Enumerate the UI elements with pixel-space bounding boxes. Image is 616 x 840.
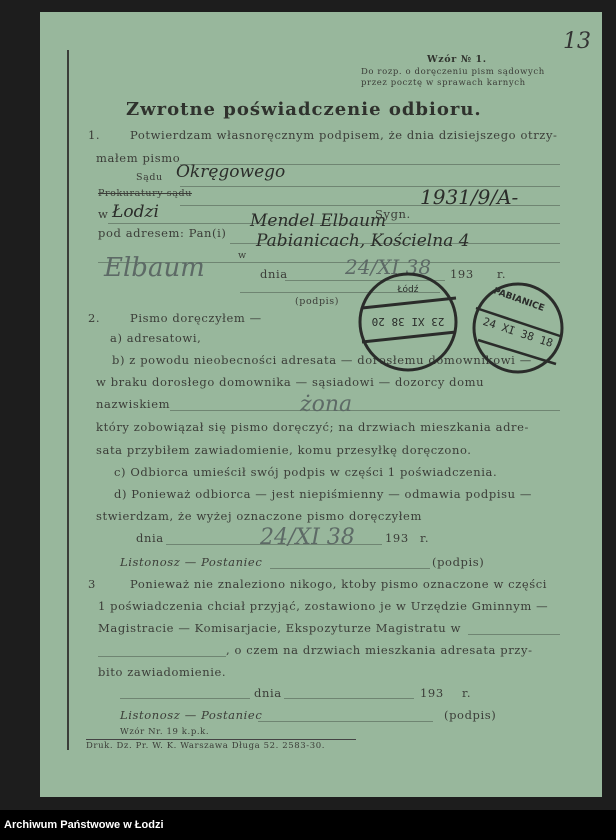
stamp2-date: 24 XI 38 18	[481, 315, 555, 350]
handwritten-court: Okręgowego	[176, 162, 286, 182]
s3-line2: 1 poświadczenia chciał przyjąć, zostawiono je w Urzędzie Gminnym —	[98, 599, 549, 613]
margin-rule	[67, 50, 69, 750]
s2-dnia: dnia	[136, 531, 164, 545]
form-note-2: przez pocztę w sprawach karnych	[361, 78, 526, 88]
stamp2-city: PABIANICE	[491, 286, 546, 314]
s2-b: b) z powodu nieobecności adresata — dorosłemu domownikowi —	[112, 353, 532, 367]
s2-stwierdzam: stwierdzam, że wyżej oznaczone pismo doręczyłem	[96, 509, 422, 523]
s2-listonosz: Listonosz — Postaniec	[120, 555, 263, 569]
s2-nazwiskiem: nazwiskiem	[96, 397, 171, 411]
s2-a: a) adresatowi,	[110, 331, 202, 345]
section-2-number: 2.	[88, 311, 101, 325]
s3-line3: Magistracie — Komisarjacie, Ekspozyturze Magistratu w	[98, 621, 462, 635]
handwritten-city: Łodzi	[112, 202, 159, 222]
stamp1-date: 23 XI 38 20	[371, 315, 445, 328]
s1-prokuratury: Prokuratury sądu	[98, 188, 192, 199]
handwritten-address: Pabianicach, Kościelna 4	[256, 231, 470, 251]
handwritten-name: Mendel Elbaum	[250, 211, 387, 231]
s2-d: d) Ponieważ odbiorca — jest niepiśmienny — odmawia podpisu —	[114, 487, 532, 501]
handwritten-date: 24/XI 38	[345, 255, 432, 279]
s3-line5: bito zawiadomienie.	[98, 665, 227, 679]
s1-sadu: Sądu	[136, 172, 163, 183]
postmark-stamp-lodz	[350, 270, 465, 375]
handwritten-signature-no: 1931/9/A-	[420, 185, 519, 209]
s1-r: r.	[497, 267, 507, 281]
s3-line4: , o czem na drzwiach mieszkania adresata przy-	[226, 643, 533, 657]
s1-sygn: Sygn.	[375, 207, 411, 221]
s1-year: 193	[450, 267, 474, 281]
s3-listonosz: Listonosz — Postaniec	[120, 708, 263, 722]
s2-r: r.	[420, 531, 430, 545]
s3-dnia: dnia	[254, 686, 282, 700]
s1-w: w	[98, 207, 109, 221]
s1-podpis: (podpis)	[295, 296, 340, 307]
s2-podpis: (podpis)	[432, 555, 485, 569]
postmark-stamp-pabianice	[468, 278, 568, 378]
handwritten-surname: żona	[300, 392, 353, 417]
imprint-form: Wzór Nr. 19 k.p.k.	[120, 727, 210, 737]
s2-w-braku: w braku dorosłego domownika — sąsiadowi — dozorcy domu	[96, 375, 485, 389]
s1-line1: Potwierdzam własnoręcznym podpisem, że dnia dzisiejszego otrzy-	[130, 128, 558, 142]
s1-dnia: dnia	[260, 267, 288, 281]
form-note-1: Do rozp. o doręczeniu pism sądowych	[361, 67, 545, 77]
archive-name: Archiwum Państwowe w Łodzi	[4, 819, 164, 831]
handwritten-signature: Elbaum	[104, 253, 205, 283]
s2-line1: Pismo doręczyłem —	[130, 311, 262, 325]
stamp1-city: Łódź	[397, 285, 419, 295]
s2-sata: sata przybiłem zawiadomienie, komu przesyłkę doręczono.	[96, 443, 472, 457]
s3-podpis: (podpis)	[444, 708, 497, 722]
document-title: Zwrotne poświadczenie odbioru.	[126, 99, 482, 120]
s3-r: r.	[462, 686, 472, 700]
imprint-printer: Druk. Dz. Pr. W. K. Warszawa Długa 52. 2583-30.	[86, 741, 326, 751]
archive-footer	[0, 810, 616, 840]
s1-w2: w	[238, 250, 247, 261]
handwritten-delivery-date: 24/XI 38	[260, 525, 355, 550]
s1-line2: małem pismo	[96, 151, 181, 165]
s2-c: c) Odbiorca umieścił swój podpis w części 1 poświadczenia.	[114, 465, 498, 479]
s3-year: 193	[420, 686, 444, 700]
page-number: 13	[563, 29, 591, 54]
s2-ktory: który zobowiązał się pismo doręczyć; na drzwiach mieszkania adre-	[96, 420, 530, 434]
form-number: Wzór № 1.	[427, 54, 487, 65]
section-3-number: 3	[88, 577, 96, 591]
section-1-number: 1.	[88, 128, 101, 142]
s1-pod-adresem: pod adresem: Pan(i)	[98, 226, 227, 240]
s3-line1: Ponieważ nie znaleziono nikogo, ktoby pismo oznaczone w części	[130, 577, 548, 591]
s2-year: 193	[385, 531, 409, 545]
